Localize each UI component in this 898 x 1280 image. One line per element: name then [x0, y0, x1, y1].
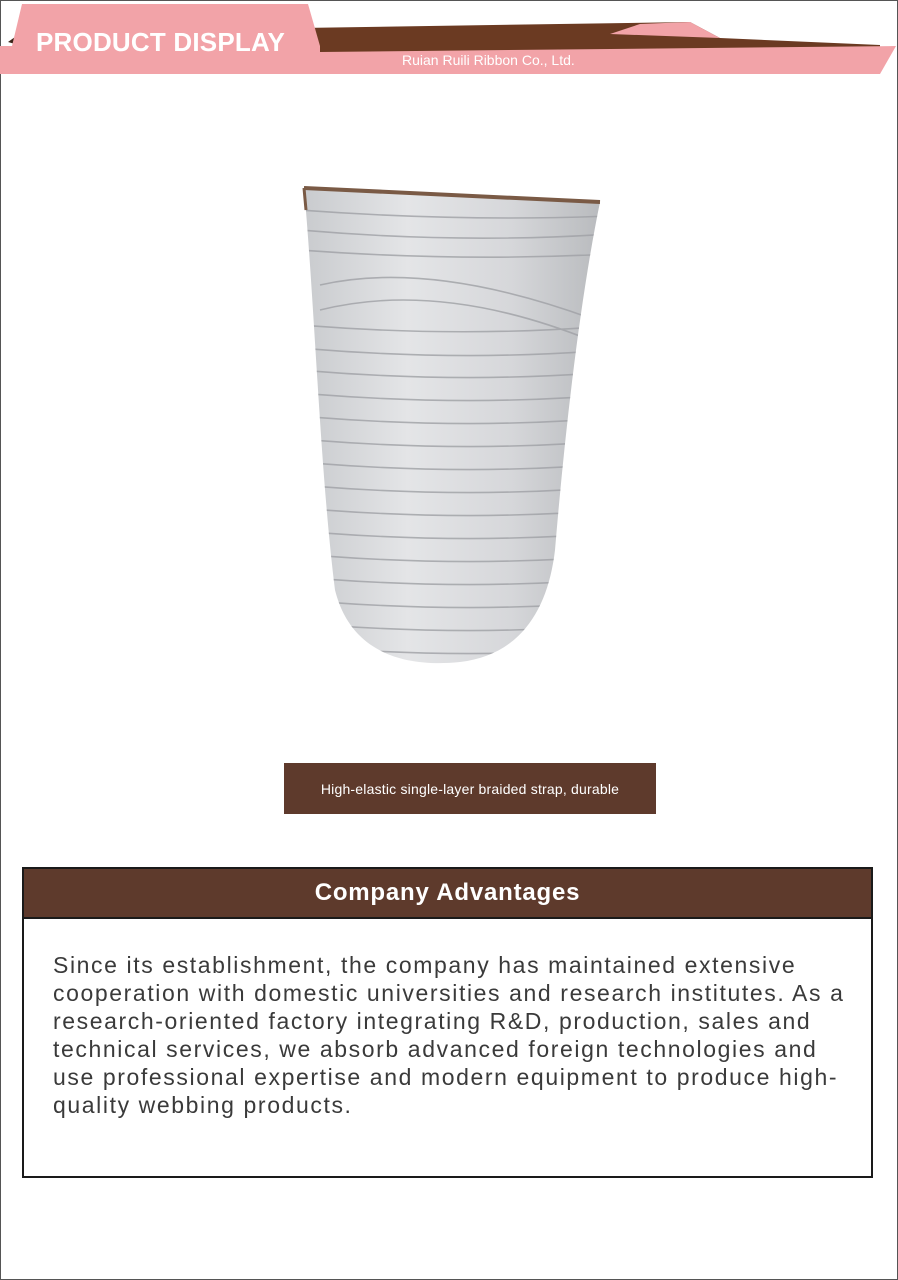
advantages-header [24, 869, 871, 919]
company-name: Ruian Ruili Ribbon Co., Ltd. [402, 52, 575, 68]
company-advantages-section [22, 867, 873, 1178]
elastic-band-roll-icon [170, 150, 730, 720]
advantages-title: Company Advantages [314, 879, 581, 906]
advantages-body: Since its establishment, the company has maintained extensive cooperation with domestic universities and research institutes. As a research-oriented factory integrating R&D, production, sales and technical services, we absorb advanced foreign technologies and use professional expertise and modern equipment to produce high-quality webbing products. [53, 952, 845, 1118]
product-caption: High-elastic single-layer braided strap, durable [284, 763, 656, 814]
header-banner [0, 0, 898, 80]
page-title: PRODUCT DISPLAY [36, 27, 286, 57]
